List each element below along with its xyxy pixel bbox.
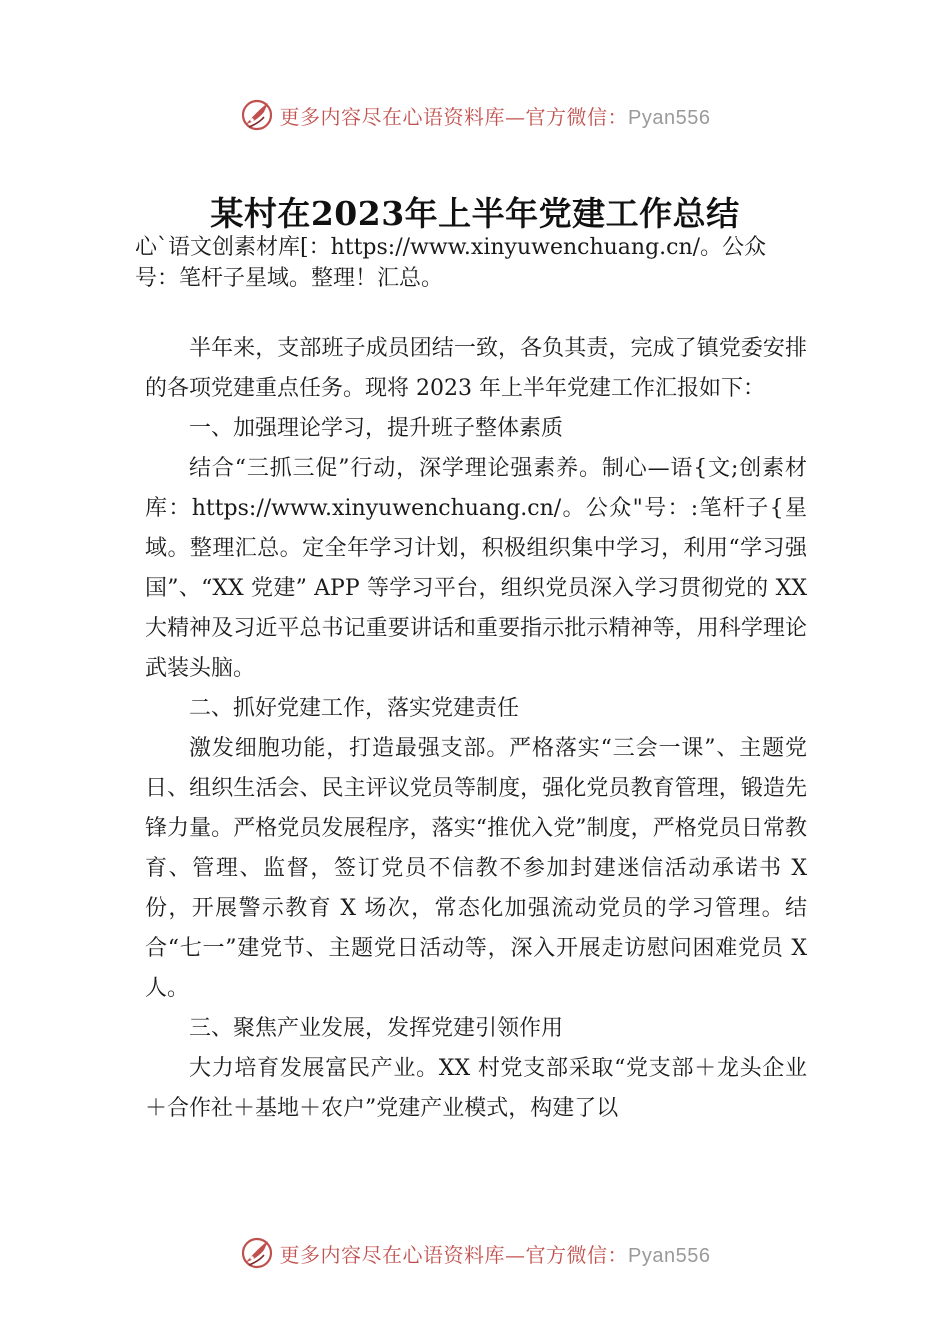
pen-nib-circle-icon bbox=[240, 1236, 274, 1270]
section-heading-1: 一、加强理论学习，提升班子整体素质 bbox=[189, 416, 564, 441]
banner-text bbox=[280, 101, 711, 130]
paragraph-section-3: 大力培育发展富民产业。XX 村党支部采取“党支部＋龙头企业＋合作社＋基地＋农户”党建产业模式，构建了以 bbox=[145, 1056, 807, 1121]
banner-wechat-id: Pyan556 bbox=[628, 106, 711, 129]
document-title: 某村在2023年上半年党建工作总结 bbox=[210, 194, 740, 233]
banner-text bbox=[280, 1239, 711, 1268]
banner-main-text: 更多内容尽在心语资料库—官方微信： bbox=[279, 104, 629, 129]
source-line: 心`语文创素材库[：https://www.xinyuwenchuang.cn/。公众号：笔杆子星域。整理！汇总。 bbox=[135, 235, 767, 291]
banner-main-text: 更多内容尽在心语资料库—官方微信： bbox=[279, 1242, 629, 1267]
paragraph-section-1: 结合“三抓三促”行动，深学理论强素养。制心—语{文;创素材库：https://www.xinyuwenchuang.cn/。公众"号：:笔杆子{星域。整理汇总。定全年学习计划，积极组织集中学习，利用“学习强国”、“XX 党建” APP 等学习平台，组织党员深入学习贯彻党的 XX 大精神及习近平总书记重要讲话和重要指示批示精神等，用科学理论武装头脑。 bbox=[145, 456, 807, 681]
pen-nib-circle-icon bbox=[240, 98, 274, 132]
header-banner bbox=[0, 95, 950, 135]
section-heading-2: 二、抓好党建工作，落实党建责任 bbox=[189, 696, 520, 721]
footer-banner bbox=[0, 1233, 950, 1273]
paragraph-section-2: 激发细胞功能，打造最强支部。严格落实“三会一课”、主题党日、组织生活会、民主评议党员等制度，强化党员教育管理，锻造先锋力量。严格党员发展程序，落实“推优入党”制度，严格党员日常教育、管理、监督，签订党员不信教不参加封建迷信活动承诺书 X 份，开展警示教育 X 场次，常态化加强流动党员的学习管理。结合“七一”建党节、主题党日活动等，深入开展走访慰问困难党员 X 人。 bbox=[145, 736, 807, 1001]
document-body bbox=[145, 329, 807, 1129]
section-heading-3: 三、聚焦产业发展，发挥党建引领作用 bbox=[189, 1016, 564, 1041]
banner-wechat-id: Pyan556 bbox=[628, 1244, 711, 1267]
paragraph-intro: 半年来，支部班子成员团结一致，各负其责，完成了镇党委安排的各项党建重点任务。现将 2023 年上半年党建工作汇报如下： bbox=[145, 336, 807, 401]
